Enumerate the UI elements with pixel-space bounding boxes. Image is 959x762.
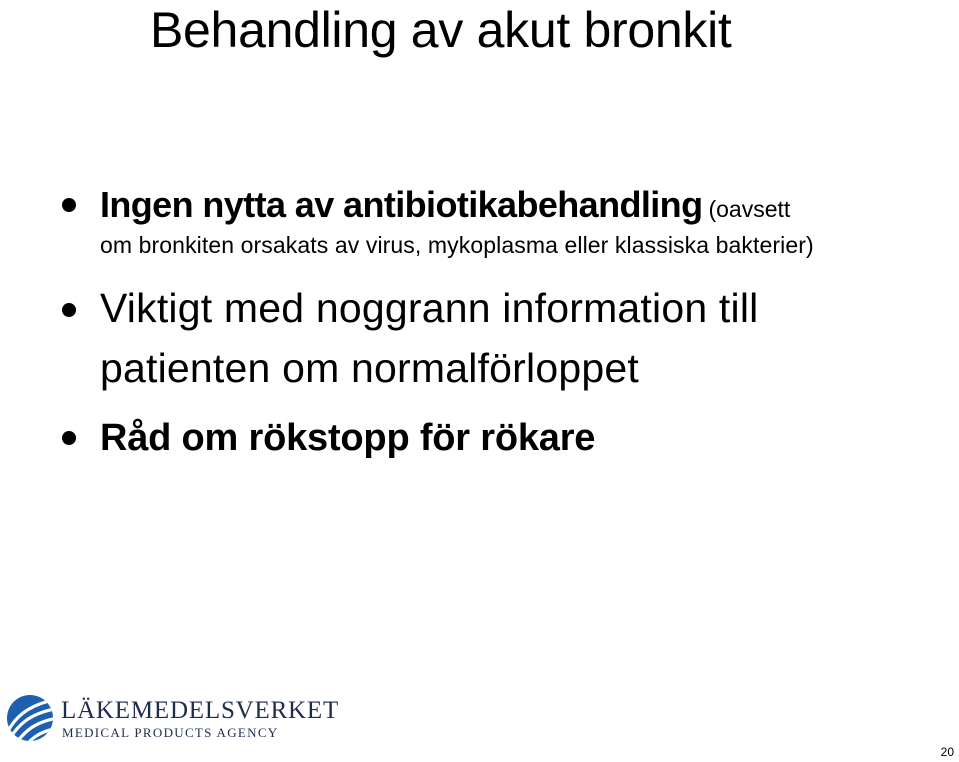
bullet-text-line-1: Råd om rökstopp för rökare [100, 417, 596, 459]
slide-title: Behandling av akut bronkit [150, 2, 732, 58]
logo-subtitle: MEDICAL PRODUCTS AGENCY [62, 725, 279, 740]
bullet-text-line-2: patienten om normalförloppet [100, 345, 639, 391]
bullet-aside-text: (oavsett [708, 196, 791, 222]
page-number: 20 [940, 745, 954, 759]
bullet-main-bold: Ingen nytta av antibiotikabehandling [100, 184, 703, 225]
bullet-main-text [100, 183, 790, 231]
logo-wordmark: LÄKEMEDELSVERKET [61, 697, 340, 724]
bullet-continuation-text: om bronkiten orsakats av virus, mykoplasma eller klassiska bakterier) [100, 232, 814, 258]
bullet-dot-icon [62, 303, 76, 317]
bullet-dot-icon [62, 431, 76, 445]
agency-logo [5, 693, 340, 745]
bullet-dot-icon [62, 198, 76, 212]
bullet-text-line-1: Viktigt med noggrann information till [100, 285, 759, 331]
lakemedelsverket-emblem-icon [5, 693, 55, 743]
